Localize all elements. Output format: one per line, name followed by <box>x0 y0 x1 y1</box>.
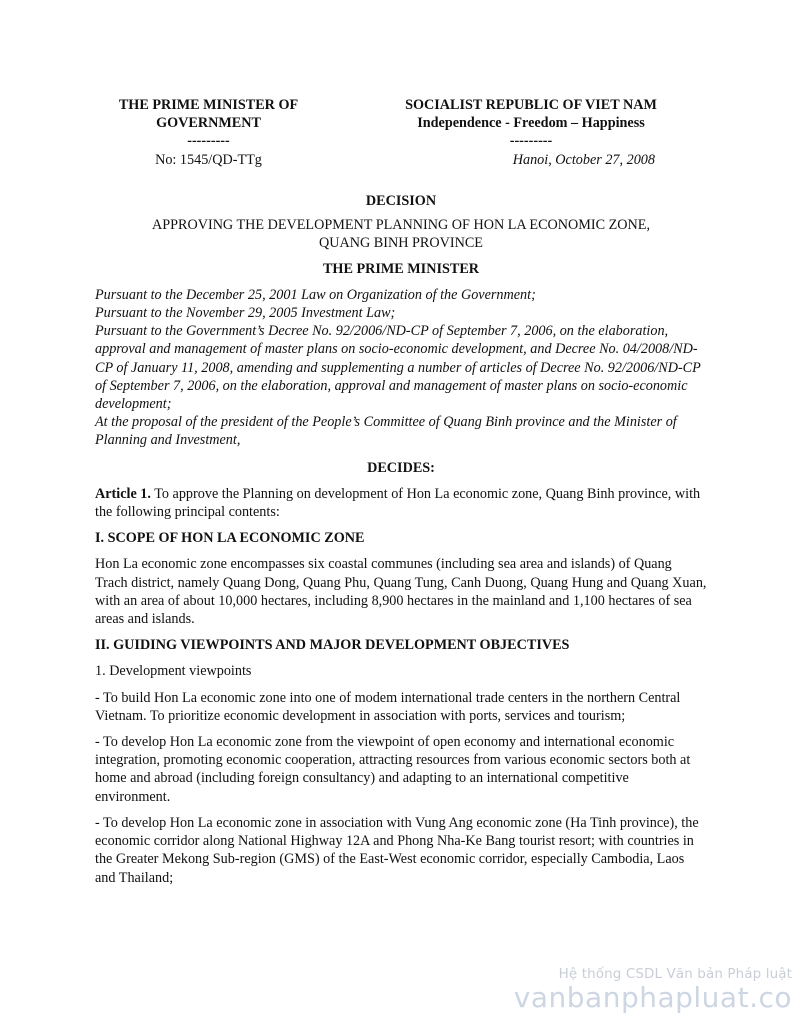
viewpoint-item: - To develop Hon La economic zone in association with Vung Ang economic zone (Ha Tinh province), the economic corridor along National Highway 12A and Phong Nha-Ke Bang tourist resort; with countries in the Greater Mekong Sub-region (GMS) of the East-West economic corridor, especially Cambodia, Laos and Thailand; <box>95 814 699 886</box>
legal-basis-item: At the proposal of the president of the People’s Committee of Quang Binh province and the Minister of Planning and Investment, <box>95 414 677 449</box>
issuer-line-1: THE PRIME MINISTER OF <box>118 97 299 113</box>
document-header <box>95 96 707 168</box>
section-1-heading: I. SCOPE OF HON LA ECONOMIC ZONE <box>95 530 365 547</box>
section-1-text: Hon La economic zone encompasses six coastal communes (including sea area and islands) of Quang Trach district, namely Quang Dong, Quang Phu, Quang Tung, Canh Duong, Quang Hung and Quang Xuan, with an area of about 10,000 hectares, including 8,900 hectares in the mainland and 1,100 hectares of sea areas and islands. <box>95 556 707 628</box>
national-motto-block <box>345 96 717 169</box>
section-2-subheading: 1. Development viewpoints <box>95 663 252 680</box>
article-1-text: To approve the Planning on development of Hon La economic zone, Quang Binh province, with the following principal contents: <box>95 485 701 521</box>
issuer-separator: --------- <box>187 133 230 150</box>
watermark-line-2: vanbanphapluat.co <box>513 981 792 1015</box>
motto-separator: --------- <box>509 133 553 150</box>
document-title: DECISION <box>365 193 437 209</box>
subtitle-line-2: QUANG BINH PROVINCE <box>319 235 483 252</box>
legal-basis-item: Pursuant to the December 25, 2001 Law on Organization of the Government; <box>95 286 536 303</box>
article-1 <box>95 485 707 521</box>
decides-heading: DECIDES: <box>367 459 435 476</box>
legal-basis-item: Pursuant to the Government’s Decree No. 92/2006/ND-CP of September 7, 2006, on the elaboration, approval and management of master plans on socio-economic development, and Decree No. 04/2008/ND-CP of January 11, 2008, amending and supplementing a number of articles of Decree No. 92/2006/ND-CP of September 7, 2006, on the elaboration, approval and management of master plans on socio-economic development; <box>95 323 701 413</box>
subtitle-line-1: APPROVING THE DEVELOPMENT PLANNING OF HON LA ECONOMIC ZONE, <box>151 217 650 234</box>
legal-basis <box>95 286 707 450</box>
country-name: SOCIALIST REPUBLIC OF VIET NAM <box>405 97 657 113</box>
article-1-label: Article 1. <box>95 485 151 502</box>
site-watermark <box>514 965 792 1013</box>
document-page <box>95 96 707 887</box>
issuer-line-2: GOVERNMENT <box>156 115 261 132</box>
issuer-block <box>95 96 322 169</box>
document-number: No: 1545/QD-TTg <box>155 151 262 168</box>
legal-basis-item: Pursuant to the November 29, 2005 Investment Law; <box>95 305 396 322</box>
viewpoint-item: - To build Hon La economic zone into one of modem international trade centers in the northern Central Vietnam. To prioritize economic development in association with ports, services and tourism; <box>95 689 681 724</box>
document-date: Hanoi, October 27, 2008 <box>512 151 655 168</box>
issuer-title: THE PRIME MINISTER <box>322 260 480 277</box>
national-motto: Independence - Freedom – Happiness <box>417 115 645 132</box>
watermark-line-1: Hệ thống CSDL Văn bản Pháp luật <box>558 966 792 982</box>
document-subtitle <box>95 216 707 252</box>
viewpoint-item: - To develop Hon La economic zone from the viewpoint of open economy and international economic integration, promoting economic cooperation, attracting resources from various economic sectors both at home and abroad (including foreign consultancy) and adapting to an international competitive environment. <box>95 734 691 805</box>
section-2-heading: II. GUIDING VIEWPOINTS AND MAJOR DEVELOPMENT OBJECTIVES <box>95 637 570 654</box>
